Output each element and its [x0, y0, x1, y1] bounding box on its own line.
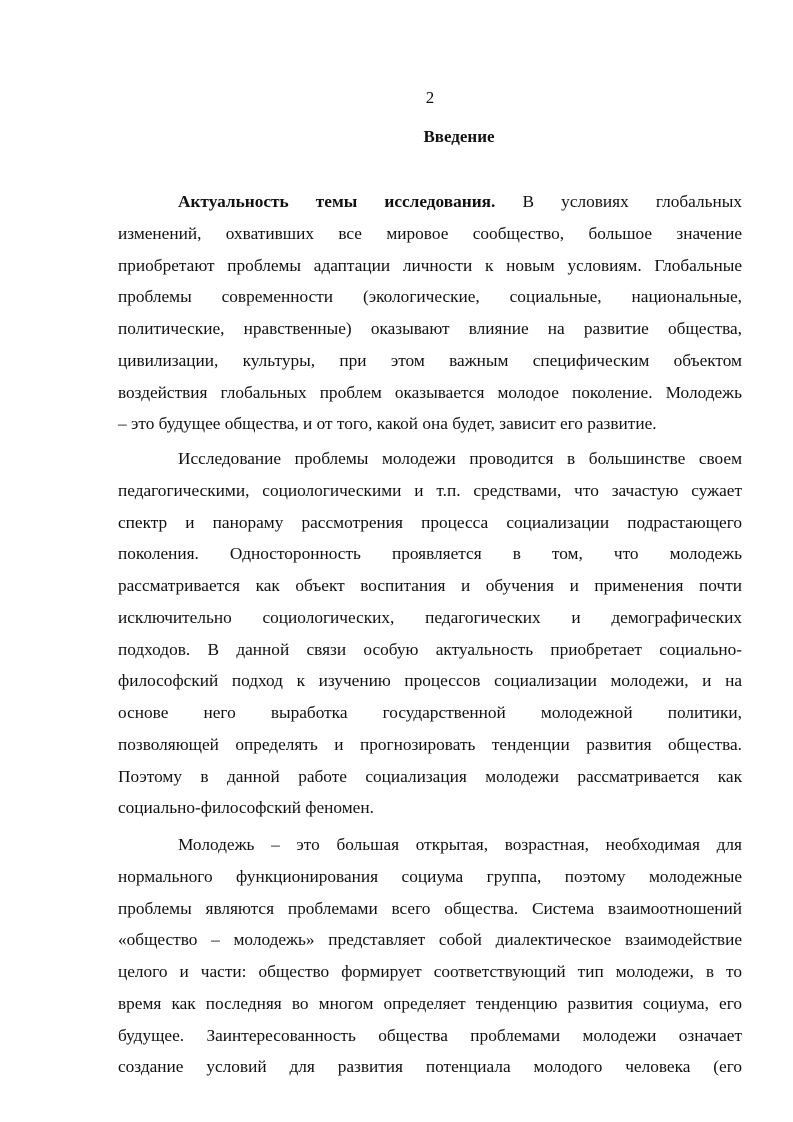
line-text: цивилизации, культуры, при этом важным специфическим объектом [118, 350, 742, 370]
text-line [118, 351, 742, 371]
text-line [118, 671, 742, 691]
line-text: В условиях глобальных [495, 192, 743, 211]
line-text: спектр и панораму рассмотрения процесса социализации подрастающего [118, 512, 742, 532]
text-line [118, 513, 742, 533]
text-line [118, 735, 742, 755]
text-line [118, 867, 742, 887]
line-text: философский подход к изучению процессов социализации молодежи, и на [118, 671, 742, 691]
text-line [118, 703, 742, 723]
line-text: поколения. Односторонность проявляется в том, что молодежь [118, 544, 742, 564]
line-text: нормального функционирования социума группа, поэтому молодежные [118, 866, 742, 886]
line-text: создание условий для развития потенциала молодого человека (его [118, 1057, 742, 1077]
section-title: Введение [423, 127, 495, 146]
text-line [178, 835, 742, 855]
text-line [118, 962, 742, 982]
text-line [118, 287, 742, 307]
line-text: исключительно социологических, педагогических и демографических [118, 607, 742, 627]
line-text: время как последняя во многом определяет тенденцию развития социума, его [118, 993, 742, 1013]
line-text: целого и части: общество формирует соответствующий тип молодежи, в то [118, 962, 742, 981]
text-line [118, 640, 742, 660]
text-line [118, 1026, 742, 1046]
line-text: будущее. Заинтересованность общества проблемами молодежи означает [118, 1025, 742, 1045]
line-text: подходов. В данной связи особую актуальность приобретает социально- [118, 639, 742, 659]
line-text: Исследование проблемы молодежи проводится в большинстве своем [178, 449, 742, 468]
text-line [118, 414, 742, 434]
text-line [118, 319, 742, 339]
line-text: «общество – молодежь» представляет собой диалектическое взаимодействие [118, 930, 742, 950]
line-text: изменений, охвативших все мировое сообщество, большое значение [118, 223, 742, 243]
text-line [118, 544, 742, 564]
text-line [118, 899, 742, 919]
line-text: позволяющей определять и прогнозировать тенденции развития общества. [118, 734, 742, 754]
line-text: воздействия глобальных проблем оказывается молодое поколение. Молодежь [118, 382, 742, 402]
line-text: Молодежь – это большая открытая, возрастная, необходимая для [178, 835, 742, 854]
text-line [118, 481, 742, 501]
line-text: социально-философский феномен. [118, 798, 374, 818]
text-line [118, 608, 742, 628]
line-text: приобретают проблемы адаптации личности к новым условиям. Глобальные [118, 255, 742, 275]
line-text: проблемы современности (экологические, социальные, национальные, [118, 287, 742, 307]
line-text: – это будущее общества, и от того, какой она будет, зависит его развитие. [118, 414, 657, 434]
line-text: педагогическими, социологическими и т.п. средствами, что зачастую сужает [118, 480, 742, 500]
line-text: Поэтому в данной работе социализация молодежи рассматривается как [118, 766, 742, 786]
line-text: проблемы являются проблемами всего общества. Система взаимоотношений [118, 898, 742, 918]
line-text: рассматривается как объект воспитания и обучения и применения почти [118, 576, 742, 595]
text-line [118, 256, 742, 276]
bold-lead: Актуальность темы исследования. [178, 192, 496, 211]
line-text: основе него выработка государственной молодежной политики, [118, 703, 742, 722]
text-line [118, 576, 742, 596]
text-line [118, 798, 742, 818]
text-line [118, 383, 742, 403]
text-line [118, 994, 742, 1014]
line-text: политические, нравственные) оказывают влияние на развитие общества, [118, 319, 742, 338]
text-line [118, 224, 742, 244]
text-line [118, 767, 742, 787]
text-line [118, 1057, 742, 1077]
page-number: 2 [425, 88, 435, 107]
text-line [178, 449, 742, 469]
text-line [178, 192, 742, 212]
text-line [118, 930, 742, 950]
